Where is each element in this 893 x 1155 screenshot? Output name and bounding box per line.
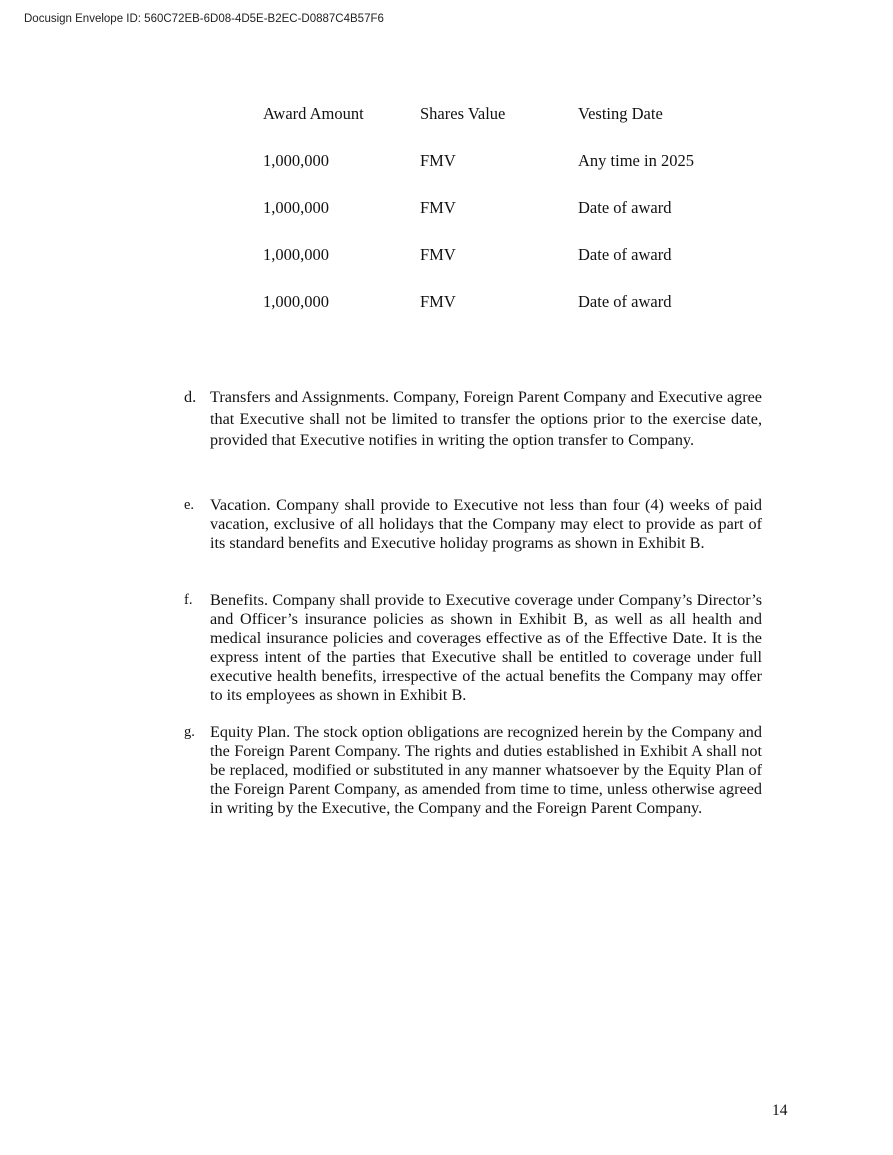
shares-value-cell: FMV	[420, 198, 456, 217]
page-number: 14	[772, 1102, 788, 1119]
docusign-envelope-id: Docusign Envelope ID: 560C72EB-6D08-4D5E-B2EC-D0887C4B57F6	[24, 13, 384, 25]
award-amount-cell: 1,000,000	[263, 151, 329, 170]
award-table-header	[263, 104, 778, 151]
award-amount-cell: 1,000,000	[263, 292, 329, 311]
clause-vacation	[184, 496, 762, 553]
clause-letter: d.	[184, 388, 197, 406]
shares-value-cell: FMV	[420, 245, 456, 264]
table-row	[263, 292, 778, 339]
clause-equity-plan	[184, 723, 762, 818]
column-header-award-amount: Award Amount	[263, 104, 364, 123]
clause-transfers-and-assignments	[184, 387, 762, 452]
clause-text: Transfers and Assignments. Company, Foreign Parent Company and Executive agree that Executive shall not be limited to transfer the options prior to the exercise date, provided that Executive notifies in writing the option transfer to Company.	[210, 388, 762, 449]
table-row	[263, 198, 778, 245]
table-row	[263, 245, 778, 292]
award-amount-cell: 1,000,000	[263, 198, 329, 217]
clause-letter: e.	[184, 497, 195, 513]
vesting-date-cell: Any time in 2025	[578, 151, 694, 170]
clause-benefits	[184, 591, 762, 705]
award-table	[263, 104, 778, 339]
vesting-date-cell: Date of award	[578, 198, 672, 217]
award-amount-cell: 1,000,000	[263, 245, 329, 264]
clause-letter: f.	[184, 592, 193, 608]
column-header-vesting-date: Vesting Date	[578, 104, 663, 123]
shares-value-cell: FMV	[420, 151, 456, 170]
clause-text: Benefits. Company shall provide to Executive coverage under Company’s Director’s and Officer’s insurance policies as shown in Exhibit B, as well as all health and medical insurance policies and coverages effective as of the Effective Date. It is the express intent of the parties that Executive shall be entitled to coverage under full executive health benefits, irrespective of the actual benefits the Company may offer to its employees as shown in Exhibit B.	[210, 591, 762, 704]
shares-value-cell: FMV	[420, 292, 456, 311]
clause-letter: g.	[184, 724, 195, 740]
vesting-date-cell: Date of award	[578, 245, 672, 264]
clause-text: Vacation. Company shall provide to Executive not less than four (4) weeks of paid vacation, exclusive of all holidays that the Company may elect to provide as part of its standard benefits and Executive holiday programs as shown in Exhibit B.	[210, 496, 762, 552]
vesting-date-cell: Date of award	[578, 292, 672, 311]
column-header-shares-value: Shares Value	[420, 104, 506, 123]
table-row	[263, 151, 778, 198]
clause-text: Equity Plan. The stock option obligations are recognized herein by the Company and the Foreign Parent Company. The rights and duties established in Exhibit A shall not be replaced, modified or substituted in any manner whatsoever by the Equity Plan of the Foreign Parent Company, as amended from time to time, unless otherwise agreed in writing by the Executive, the Company and the Foreign Parent Company.	[210, 723, 762, 817]
